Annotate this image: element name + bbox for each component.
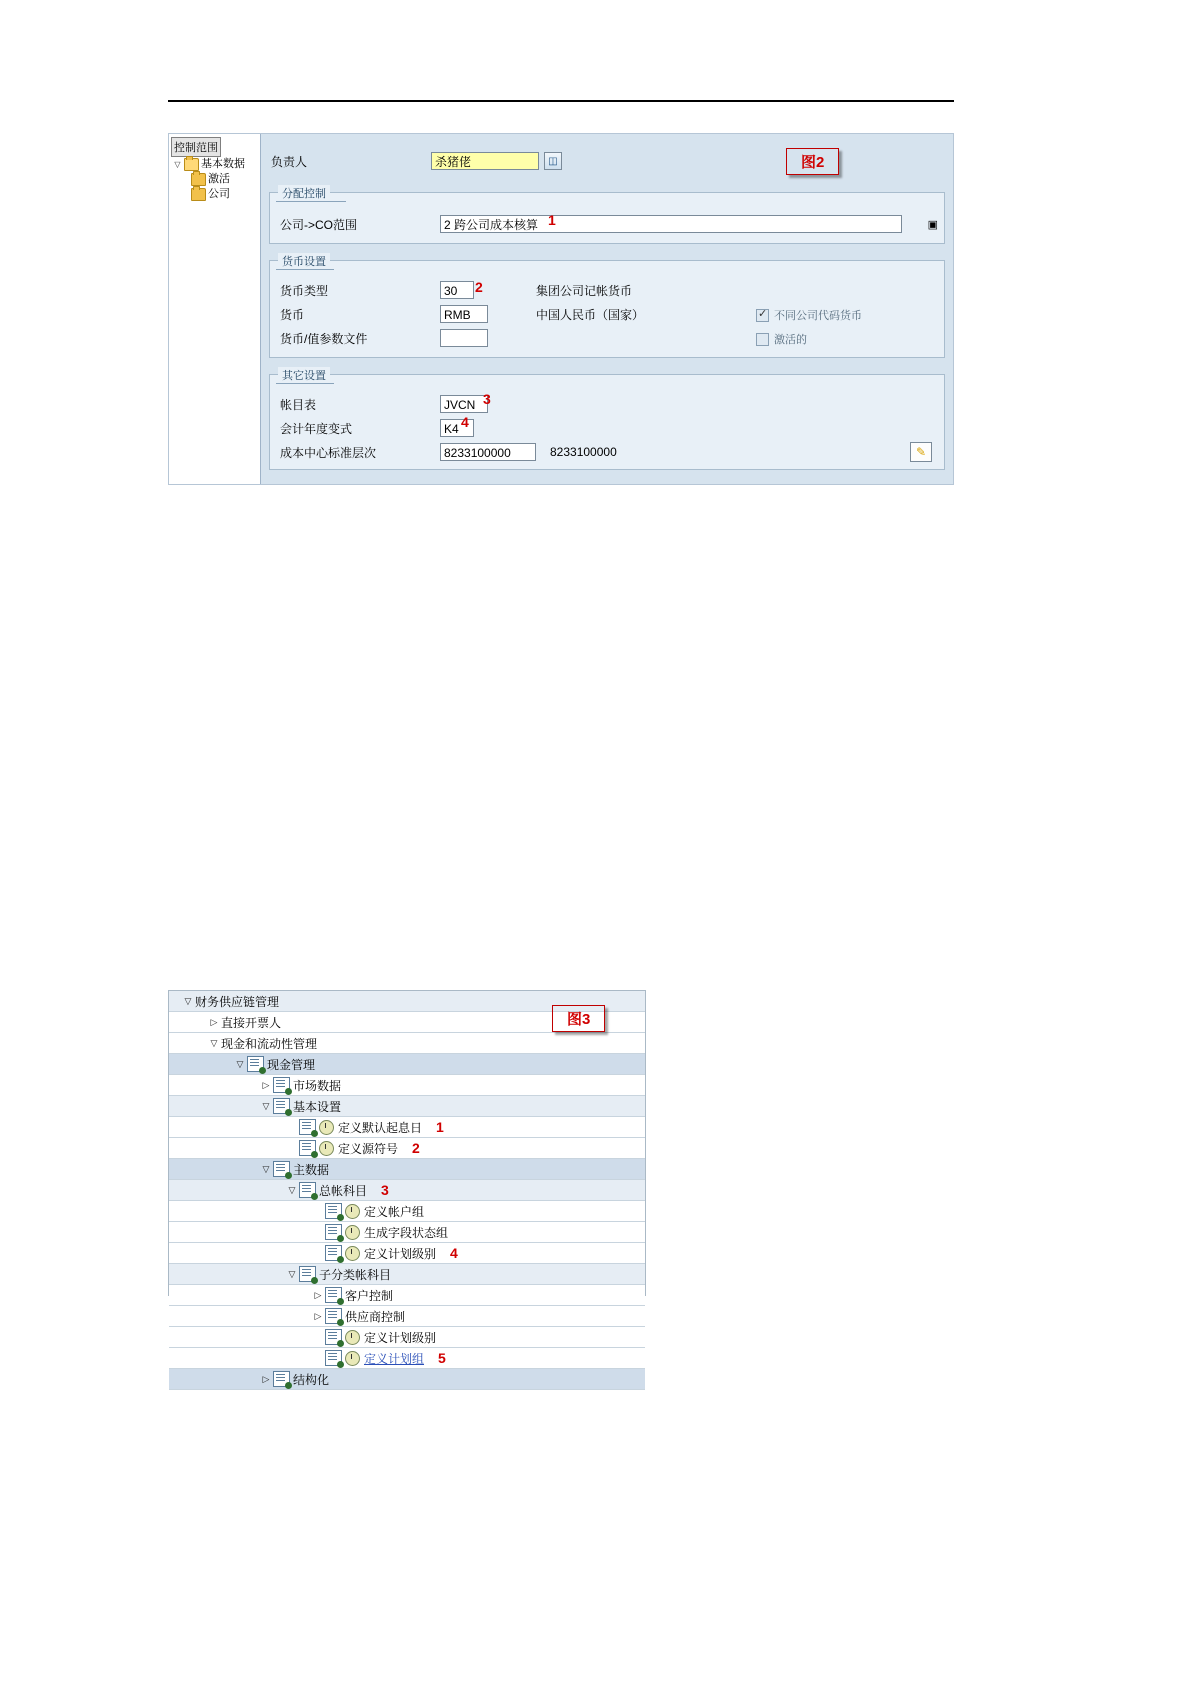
currency-value-profile-label: 货币/值参数文件 xyxy=(280,331,368,346)
document-icon xyxy=(299,1182,316,1198)
img-tree-row[interactable] xyxy=(169,1264,645,1285)
annotation-4: 4 xyxy=(461,414,469,430)
img-tree-label: 财务供应链管理 xyxy=(195,994,280,1009)
document-icon xyxy=(325,1287,342,1303)
pencil-icon[interactable]: ✎ xyxy=(910,442,932,462)
annotation-number: 2 xyxy=(412,1140,420,1156)
person-in-charge-label: 负责人 xyxy=(271,154,308,169)
chart-of-accounts-row xyxy=(270,395,488,413)
cost-center-standard-hierarchy-description: 8233100000 xyxy=(550,445,617,459)
currency-value-profile-row xyxy=(270,329,488,347)
person-in-charge-row xyxy=(261,152,562,170)
twisty-down-icon[interactable]: ▽ xyxy=(288,1268,296,1279)
document-icon xyxy=(299,1119,316,1135)
currency-settings-group xyxy=(269,256,945,358)
cost-center-standard-hierarchy-label: 成本中心标准层次 xyxy=(280,445,377,460)
document-icon xyxy=(273,1098,290,1114)
currency-type-label: 货币类型 xyxy=(280,283,329,298)
clock-icon xyxy=(345,1246,360,1261)
img-tree-row[interactable] xyxy=(169,1348,645,1369)
document-icon xyxy=(247,1056,264,1072)
tree-title: 控制范围 xyxy=(171,137,221,157)
group-underline xyxy=(276,269,334,270)
annotation-3: 3 xyxy=(483,391,491,407)
img-tree-label: 子分类帐科目 xyxy=(319,1267,392,1282)
document-icon xyxy=(325,1245,342,1261)
document-icon xyxy=(325,1350,342,1366)
twisty-down-icon[interactable]: ▽ xyxy=(184,995,192,1006)
currency-value-profile-input[interactable] xyxy=(440,329,488,347)
clock-icon xyxy=(319,1141,334,1156)
dropdown-icon[interactable]: ▣ xyxy=(927,218,938,231)
img-tree-row[interactable] xyxy=(169,1369,645,1390)
person-in-charge-input[interactable]: 杀猪佬 xyxy=(431,152,539,170)
other-settings-group xyxy=(269,370,945,470)
img-tree-row[interactable] xyxy=(169,1075,645,1096)
checkbox-icon[interactable] xyxy=(756,333,769,346)
img-tree-label: 主数据 xyxy=(293,1162,330,1177)
chart-of-accounts-label: 帐目表 xyxy=(280,397,317,412)
controlling-area-tree-pane xyxy=(169,134,261,484)
controlling-area-form xyxy=(261,134,953,484)
clock-icon xyxy=(345,1225,360,1240)
img-tree-row[interactable] xyxy=(169,1180,645,1201)
clock-icon xyxy=(345,1204,360,1219)
twisty-down-icon[interactable]: ▽ xyxy=(210,1037,218,1048)
img-tree-label: 总帐科目 xyxy=(319,1183,368,1198)
clock-icon xyxy=(345,1351,360,1366)
clock-icon xyxy=(319,1120,334,1135)
img-tree-label: 结构化 xyxy=(293,1372,330,1387)
checkbox-label: 激活的 xyxy=(774,334,807,346)
twisty-right-icon[interactable]: ▷ xyxy=(314,1289,322,1300)
checkbox-label: 不同公司代码货币 xyxy=(774,310,862,322)
folder-icon xyxy=(191,173,206,186)
document-icon xyxy=(325,1329,342,1345)
img-tree-row[interactable] xyxy=(169,1096,645,1117)
currency-input[interactable]: RMB xyxy=(440,305,488,323)
assignment-control-group xyxy=(269,188,945,244)
currency-settings-title: 货币设置 xyxy=(278,253,330,269)
img-tree-label: 现金管理 xyxy=(267,1057,316,1072)
tree-item-company[interactable] xyxy=(169,187,260,202)
controlling-area-detail-screen xyxy=(168,133,954,485)
cost-center-standard-hierarchy-row xyxy=(270,443,944,461)
group-underline xyxy=(276,201,346,202)
document-icon xyxy=(299,1266,316,1282)
company-to-co-area-label: 公司->CO范围 xyxy=(280,217,358,232)
currency-label: 货币 xyxy=(280,307,305,322)
img-tree-label: 生成字段状态组 xyxy=(364,1225,449,1240)
img-tree-row[interactable] xyxy=(169,1159,645,1180)
clock-icon xyxy=(345,1330,360,1345)
figure3-caption: 图3 xyxy=(552,1005,605,1032)
img-tree-label: 定义源符号 xyxy=(338,1141,399,1156)
annotation-number: 4 xyxy=(450,1245,458,1261)
fiscal-year-variant-input[interactable]: K4 xyxy=(440,419,474,437)
currency-row xyxy=(270,305,644,323)
annotation-number: 1 xyxy=(436,1119,444,1135)
folder-icon xyxy=(191,188,206,201)
group-underline xyxy=(276,383,334,384)
img-tree-label: 基本设置 xyxy=(293,1099,342,1114)
annotation-number: 3 xyxy=(381,1182,389,1198)
img-tree-row[interactable] xyxy=(169,1054,645,1075)
img-activity-tree xyxy=(168,990,646,1387)
img-tree-row[interactable] xyxy=(169,1201,645,1222)
img-tree-row[interactable] xyxy=(169,1306,645,1327)
tree-item-basic-data[interactable] xyxy=(169,157,260,172)
chart-of-accounts-input[interactable]: JVCN xyxy=(440,395,488,413)
img-tree-label: 供应商控制 xyxy=(345,1309,406,1324)
img-tree-row[interactable] xyxy=(169,1285,645,1306)
checkbox-checked-icon[interactable] xyxy=(756,309,769,322)
value-help-icon[interactable]: ◫ xyxy=(544,152,562,170)
img-tree-label: 客户控制 xyxy=(345,1288,394,1303)
img-tree-label: 定义帐户组 xyxy=(364,1204,425,1219)
fiscal-year-variant-row xyxy=(270,419,474,437)
img-tree-label: 现金和流动性管理 xyxy=(221,1036,318,1051)
twisty-right-icon[interactable]: ▷ xyxy=(314,1310,322,1321)
different-company-code-currency-checkbox[interactable] xyxy=(756,307,862,323)
twisty-right-icon[interactable]: ▷ xyxy=(262,1373,270,1384)
company-to-co-area-input[interactable]: 2 跨公司成本核算 xyxy=(440,215,902,233)
twisty-right-icon[interactable]: ▷ xyxy=(262,1079,270,1090)
document-icon xyxy=(325,1308,342,1324)
img-tree-row[interactable] xyxy=(169,1243,645,1264)
twisty-down-icon[interactable]: ▽ xyxy=(288,1184,296,1195)
currency-type-description: 集团公司记帐货币 xyxy=(536,283,633,298)
page-top-divider xyxy=(168,100,954,102)
img-tree-label: 定义计划级别 xyxy=(364,1246,437,1261)
fiscal-year-variant-label: 会计年度变式 xyxy=(280,421,353,436)
currency-type-input[interactable]: 30 xyxy=(440,281,474,299)
tree-item-label: 基本数据 xyxy=(201,158,245,170)
activated-checkbox[interactable] xyxy=(756,331,807,347)
img-tree-row[interactable] xyxy=(169,1117,645,1138)
img-tree-label: 定义计划级别 xyxy=(364,1330,437,1345)
twisty-down-icon[interactable]: ▽ xyxy=(262,1100,270,1111)
document-icon xyxy=(273,1371,290,1387)
company-to-co-area-row xyxy=(270,215,944,233)
currency-description: 中国人民币（国家） xyxy=(536,307,645,322)
assignment-control-title: 分配控制 xyxy=(278,185,330,201)
document-icon xyxy=(299,1140,316,1156)
cost-center-standard-hierarchy-input[interactable]: 8233100000 xyxy=(440,443,536,461)
img-tree-row[interactable] xyxy=(169,1033,645,1054)
img-tree-row[interactable] xyxy=(169,1222,645,1243)
img-tree-rows xyxy=(169,991,645,1390)
img-tree-label: 市场数据 xyxy=(293,1078,342,1093)
tree-item-label: 公司 xyxy=(208,188,230,200)
annotation-1: 1 xyxy=(548,212,556,228)
img-tree-label: 直接开票人 xyxy=(221,1015,282,1030)
twisty-down-icon[interactable]: ▽ xyxy=(262,1163,270,1174)
img-tree-label: 定义计划组 xyxy=(364,1351,425,1366)
document-icon xyxy=(273,1161,290,1177)
twisty-down-icon[interactable]: ▽ xyxy=(236,1058,244,1069)
img-tree-row[interactable] xyxy=(169,1138,645,1159)
other-settings-title: 其它设置 xyxy=(278,367,330,383)
document-icon xyxy=(273,1077,290,1093)
tree-item-activate[interactable] xyxy=(169,172,260,187)
img-tree-row[interactable] xyxy=(169,1327,645,1348)
twisty-right-icon[interactable]: ▷ xyxy=(210,1016,218,1027)
currency-type-row xyxy=(270,281,632,299)
document-icon xyxy=(325,1203,342,1219)
annotation-number: 5 xyxy=(438,1350,446,1366)
document-icon xyxy=(325,1224,342,1240)
annotation-2: 2 xyxy=(475,279,483,295)
twisty-down-icon[interactable]: ▽ xyxy=(174,160,181,169)
folder-open-icon xyxy=(184,158,199,171)
img-tree-label: 定义默认起息日 xyxy=(338,1120,423,1135)
tree-item-label: 激活 xyxy=(208,173,230,185)
figure2-caption: 图2 xyxy=(786,148,839,175)
